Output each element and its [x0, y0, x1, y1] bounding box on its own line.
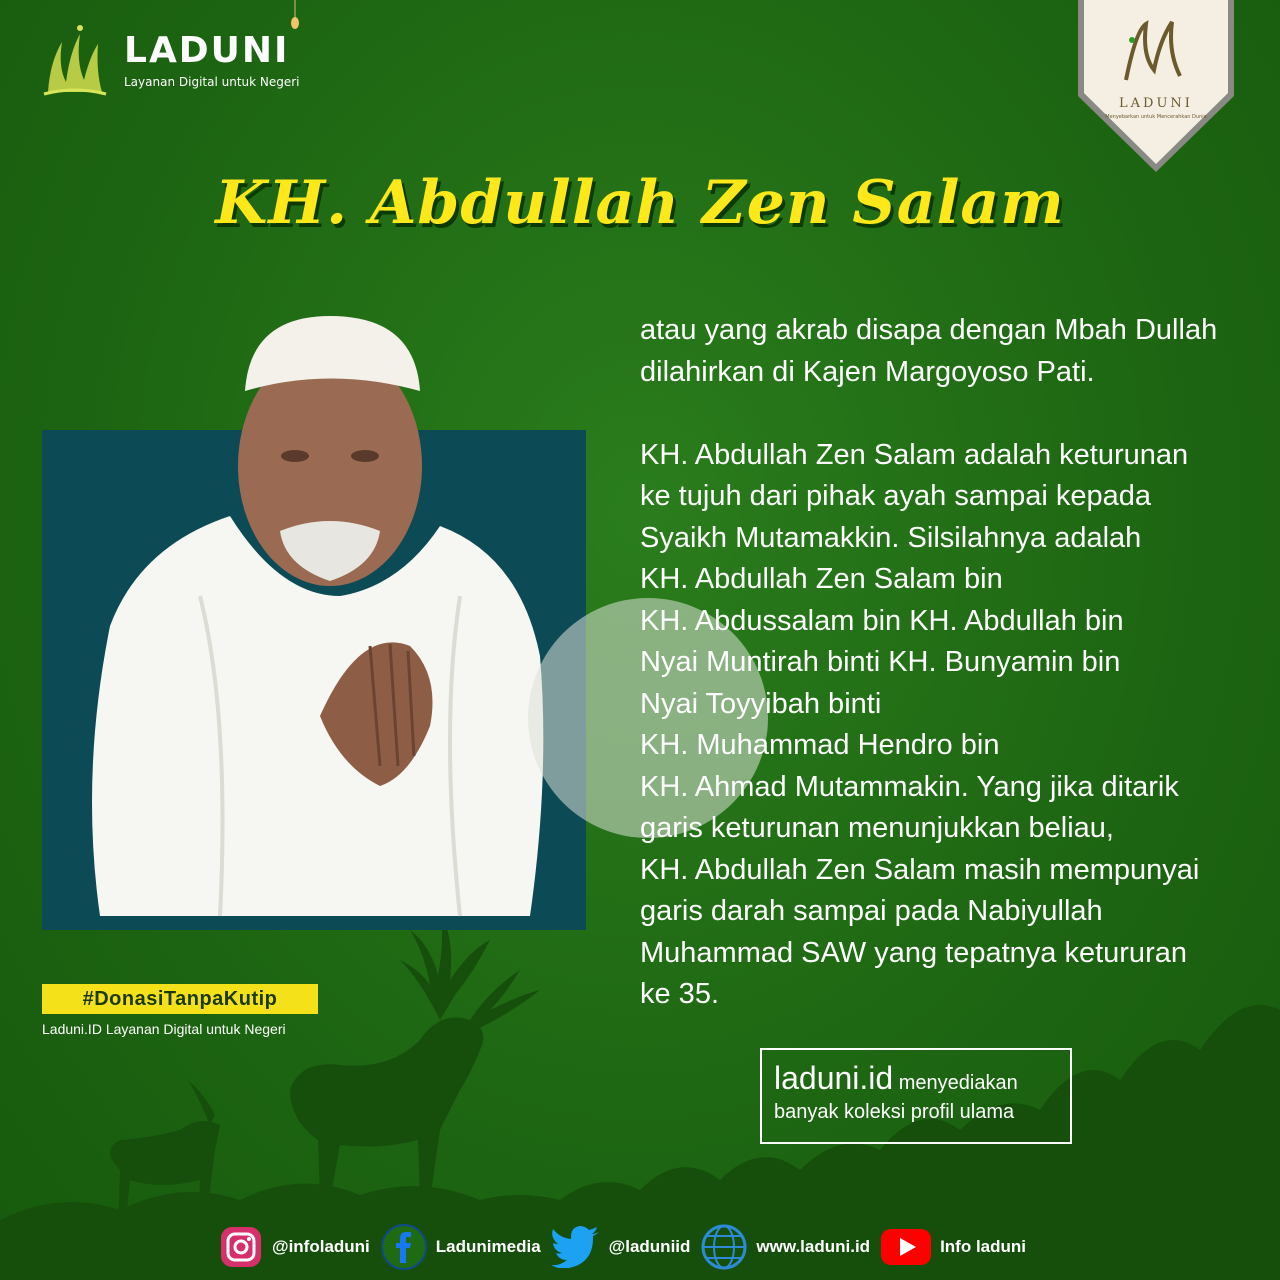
- facebook-icon: [380, 1223, 428, 1271]
- youtube-channel: Info laduni: [940, 1237, 1026, 1256]
- website-url: www.laduni.id: [756, 1237, 871, 1256]
- twitter-handle: @laduniid: [608, 1237, 691, 1256]
- bio-line: dilahirkan di Kajen Margoyoso Pati.: [640, 355, 1095, 388]
- biography-text: [640, 310, 1260, 1016]
- bio-line: Nyai Muntirah binti KH. Bunyamin bin: [640, 646, 1121, 678]
- brand-tagline: Layanan Digital untuk Negeri: [124, 75, 300, 89]
- promo-line1-rest: menyediakan: [893, 1072, 1018, 1094]
- lantern-icon: [290, 0, 300, 30]
- youtube-icon: [880, 1228, 932, 1266]
- facebook-link[interactable]: [380, 1223, 541, 1271]
- calligraphy-logo-icon: [40, 22, 110, 100]
- laduni-badge: [1076, 0, 1236, 176]
- instagram-handle: @infoladuni: [272, 1237, 370, 1256]
- bio-line: KH. Abdullah Zen Salam bin: [640, 563, 1003, 595]
- brand-name: LADUNI: [124, 30, 290, 71]
- bio-line: Nyai Toyyibah binti: [640, 687, 882, 720]
- brand-logo[interactable]: [40, 22, 300, 100]
- instagram-link[interactable]: [218, 1224, 370, 1270]
- bio-line: ke 35.: [640, 978, 719, 1010]
- bio-line: KH. Abdullah Zen Salam masih mempunyai: [640, 853, 1200, 886]
- promo-box[interactable]: [760, 1048, 1072, 1144]
- promo-line2: banyak koleksi profil ulama: [774, 1101, 1015, 1123]
- twitter-link[interactable]: [551, 1226, 691, 1268]
- bio-line: atau yang akrab disapa dengan Mbah Dullah: [640, 314, 1218, 346]
- instagram-icon: [218, 1224, 264, 1270]
- globe-icon: [700, 1223, 748, 1271]
- website-link[interactable]: [700, 1223, 870, 1271]
- youtube-link[interactable]: [880, 1228, 1026, 1266]
- page-title: KH. Abdullah Zen Salam: [215, 168, 1065, 238]
- bio-line: Syaikh Mutamakkin. Silsilahnya adalah: [640, 521, 1142, 554]
- donation-hashtag[interactable]: #DonasiTanpaKutip: [42, 984, 318, 1014]
- social-footer: [218, 1222, 1036, 1272]
- badge-shape-icon: [1076, 0, 1236, 176]
- bio-line: garis darah sampai pada Nabiyullah: [640, 895, 1103, 927]
- bio-line: KH. Abdullah Zen Salam adalah keturunan: [640, 438, 1189, 471]
- bio-line: ke tujuh dari pihak ayah sampai kepada: [640, 480, 1152, 512]
- bio-line: KH. Ahmad Mutammakin. Yang jika ditarik: [640, 770, 1179, 803]
- bio-line: KH. Abdussalam bin KH. Abdullah bin: [640, 604, 1124, 637]
- badge-label: LADUNI: [1119, 96, 1193, 111]
- promo-site: laduni.id: [774, 1060, 894, 1096]
- twitter-icon: [551, 1226, 601, 1268]
- badge-subtitle: Menyebarkan untuk Mencerahkan Dunia: [1105, 114, 1207, 120]
- bio-line: garis keturunan menunjukkan beliau,: [640, 812, 1114, 844]
- portrait-photo: [80, 296, 550, 930]
- hashtag-subtitle: Laduni.ID Layanan Digital untuk Negeri: [42, 1021, 286, 1037]
- facebook-handle: Ladunimedia: [435, 1237, 541, 1256]
- bio-line: Muhammad SAW yang tepatnya ketururan: [640, 936, 1187, 969]
- bio-line: KH. Muhammad Hendro bin: [640, 729, 1000, 761]
